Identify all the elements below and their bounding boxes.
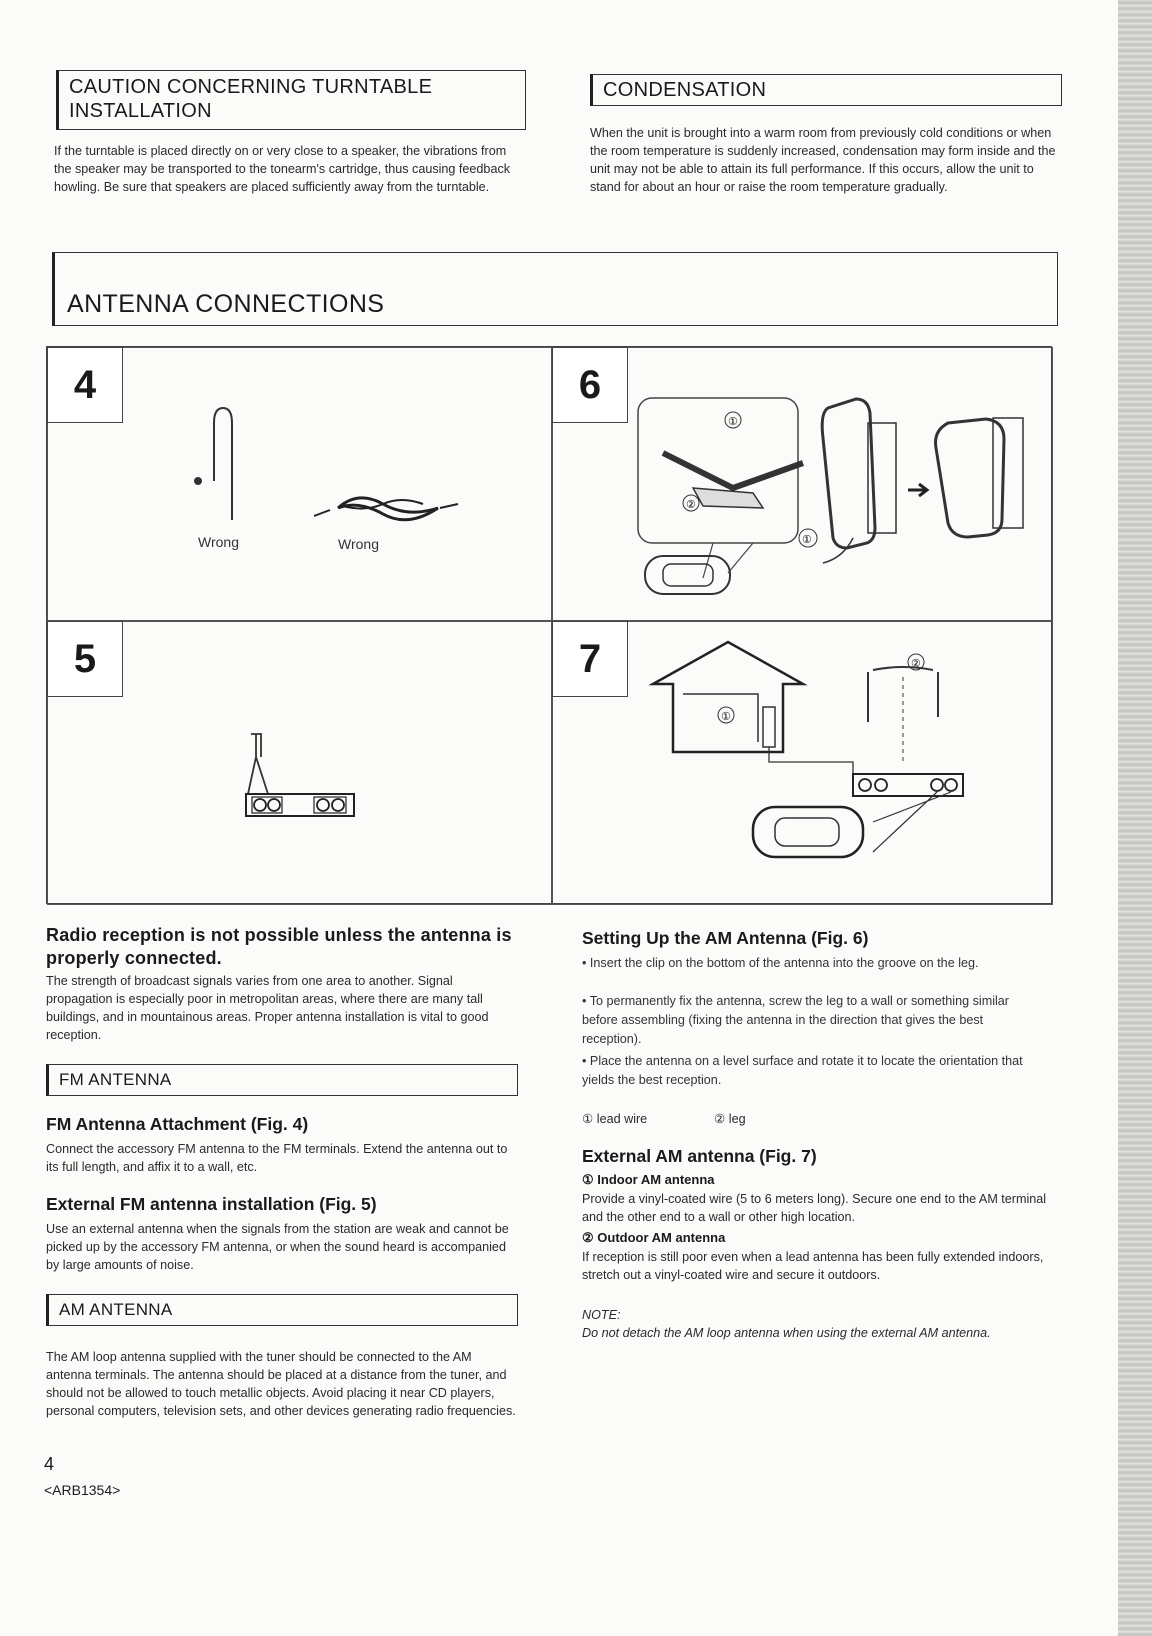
fm-antenna-title: FM ANTENNA [59,1070,172,1089]
reception-heading: Radio reception is not possible unless the antenna is properly connected. [46,925,512,968]
fm-external-body: Use an external antenna when the signals from the station are weak and cannot be picked up by the accessory FM antenna, or when the sound heard is accompanied by large amounts of noise. [46,1222,509,1272]
reception-body: The strength of broadcast signals varies from one area to another. Signal propagation is especially poor in metropolitan areas, where there are many tall buildings, and in mountainous areas. Proper antenna installation is vital to good reception. [46,974,489,1042]
note-body: Do not detach the AM loop antenna when using the external AM antenna. [582,1326,991,1340]
condensation-title: CONDENSATION [603,79,767,101]
figure-7-mark1-label: ① [721,711,731,723]
condensation-body: When the unit is brought into a warm room from previously cold conditions or when the room temperature is suddenly increased, condensation may form inside and the unit may not be able to attain its full performance. If this occurs, allow the unit to stand for about an hour or raise the room temperature gradually. [590,126,1056,194]
external-am-antenna-illustration [553,622,1054,906]
setup-am-bullet-1-text: Insert the clip on the bottom of the antenna into the groove on the leg. [589,956,979,970]
figure-5-number: 5 [47,621,123,697]
condensation-heading [590,74,1062,106]
bullet-dot: • [582,1054,590,1068]
figure-7-mark2-label: ② [911,658,921,670]
setup-am-bullet-3 [582,1052,1032,1090]
setup-am-bullet-1 [582,954,1032,973]
setup-am-bullet-2 [582,992,1032,1049]
caution-body: If the turntable is placed directly on or very close to a speaker, the vibrations from the speaker may be transported to the tonearm's cartridge, thus causing feedback howling. Be sure that speakers are placed sufficiently away from the turntable. [54,144,511,194]
fm-attach-body: Connect the accessory FM antenna to the FM terminals. Extend the antenna out to its full length, and affix it to a wall, etc. [46,1142,508,1174]
fm-terminal-illustration [48,622,553,906]
caution-title: CAUTION CONCERNING TURNTABLE INSTALLATION [69,76,433,122]
setup-am-legend-2: ② leg [714,1112,746,1126]
figure-7-number: 7 [552,621,628,697]
figure-4 [47,347,552,621]
note-label: NOTE: [582,1308,621,1322]
outdoor-am-label: ② Outdoor AM antenna [582,1230,726,1245]
caution-heading [56,70,526,130]
figure-grid [46,346,1052,904]
setup-am-bullet-2-text: To permanently fix the antenna, screw the leg to a wall or something similar before assembling (fixing the antenna in the direction that gives the best reception). [582,994,1009,1046]
figure-6-mark2-label: ② [686,499,696,511]
bullet-dot: • [582,994,590,1008]
figure-4-caption-left: Wrong [198,534,239,550]
figure-5 [47,621,552,905]
setup-am-legend-1: ① lead wire [582,1112,648,1126]
document-code: <ARB1354> [44,1482,121,1498]
fm-attach-heading: FM Antenna Attachment (Fig. 4) [46,1114,309,1134]
external-am-heading: External AM antenna (Fig. 7) [582,1146,817,1166]
figure-6 [552,347,1053,621]
indoor-am-label: ① Indoor AM antenna [582,1172,715,1187]
fm-external-heading: External FM antenna installation (Fig. 5) [46,1194,377,1214]
antenna-section-title: ANTENNA CONNECTIONS [67,290,385,318]
am-antenna-heading [46,1294,518,1326]
indoor-am-body: Provide a vinyl-coated wire (5 to 6 meters long). Secure one end to the AM terminal and the other end to a wall or other high location. [582,1192,1047,1224]
setup-am-bullet-3-text: Place the antenna on a level surface and rotate it to locate the orientation that yields the best reception. [582,1054,1023,1087]
am-antenna-body: The AM loop antenna supplied with the tuner should be connected to the AM antenna terminals. The antenna should be placed at a distance from the tuner, and should not be allowed to touch metallic objects. Avoid placing it near CD players, personal computers, television sets, and other devices generating radio frequencies. [46,1350,516,1418]
fm-antenna-heading [46,1064,518,1096]
figure-6-mark1-label: ① [728,416,738,428]
page-number: 4 [44,1454,55,1474]
figure-6-number: 6 [552,347,628,423]
am-loop-antenna-illustration [553,348,1054,622]
am-antenna-title: AM ANTENNA [59,1300,173,1319]
outdoor-am-body: If reception is still poor even when a lead antenna has been fully extended indoors, stretch out a vinyl-coated wire and secure it outdoors. [582,1250,1044,1282]
antenna-section-header [52,252,1058,326]
setup-am-heading: Setting Up the AM Antenna (Fig. 6) [582,928,869,948]
figure-4-caption-right: Wrong [338,536,379,552]
scan-edge-shadow [1118,0,1152,1636]
fm-antenna-illustration [48,348,553,622]
figure-6-mark1b-label: ① [802,534,812,546]
figure-4-number: 4 [47,347,123,423]
figure-7 [552,621,1053,905]
bullet-dot: • [582,956,590,970]
